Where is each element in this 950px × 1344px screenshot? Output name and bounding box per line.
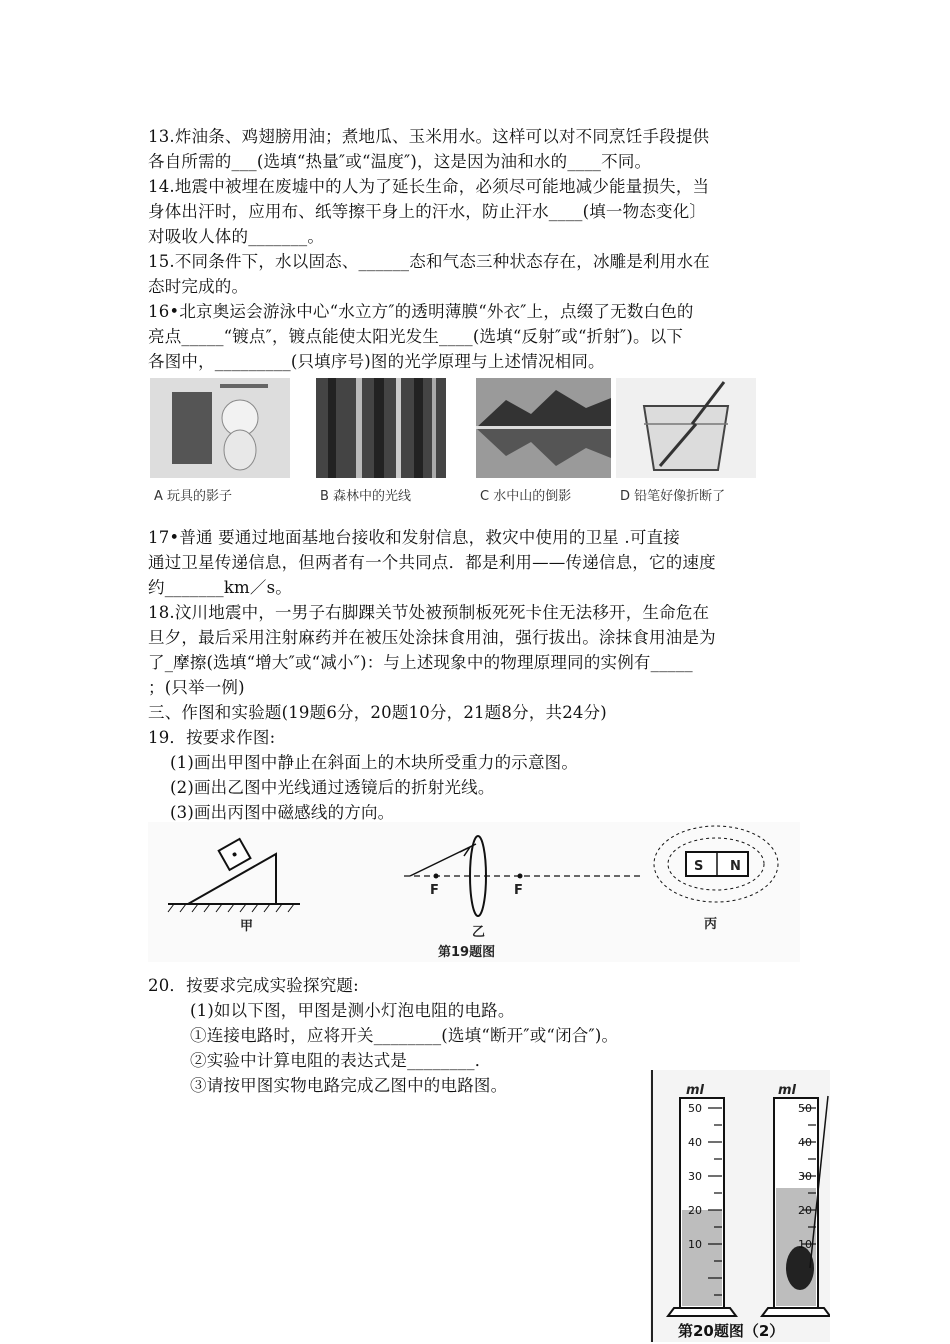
q20-step-2: ②实验中计算电阻的表达式是________． — [190, 1051, 492, 1070]
unit-label-right: ml — [778, 1083, 797, 1098]
q16-line-1: 16•北京奥运会游泳中心“水立方″的透明薄膜“外衣″上，点缀了无数白色的 — [148, 302, 694, 321]
q17-line-1: 17•普通 要通过地面基地台接收和发射信息，救灾中使用的卫星 .可直接 — [148, 528, 680, 547]
label-jia: 甲 — [240, 919, 254, 934]
q18-line-1: 18.汶川地震中，一男子右脚踝关节处被预制板死死卡住无法移开，生命危在 — [148, 603, 710, 622]
tick-right-50: 50 — [798, 1102, 812, 1115]
toy-shadow-image — [150, 378, 290, 478]
label-yi: 乙 — [472, 925, 486, 940]
figure-19-caption: 第19题图 — [438, 945, 496, 960]
photo-d — [616, 378, 756, 504]
figure-20-2 — [650, 1070, 830, 1342]
tick-right-30: 30 — [798, 1170, 812, 1183]
photo-a — [150, 378, 290, 504]
photo-b — [316, 378, 446, 504]
tick-left-20: 20 — [688, 1204, 702, 1217]
q19-item-3: (3)画出丙图中磁感线的方向。 — [170, 803, 395, 822]
photo-a-caption: A 玩具的影子 — [154, 489, 233, 504]
q15-line-1: 15.不同条件下，水以固态、______态和气态三种状态存在，冰雕是利用水在 — [148, 252, 710, 271]
photo-d-caption: D 铅笔好像折断了 — [620, 489, 726, 504]
q13-line-2: 各自所需的___(选填“热量″或“温度″)，这是因为油和水的____不同。 — [148, 152, 652, 171]
section-3-heading: 三、作图和实验题(19题6分，20题10分，21题8分，共24分) — [148, 703, 607, 722]
tick-right-20: 20 — [798, 1204, 812, 1217]
q17-line-3: 约_______km／s。 — [148, 578, 292, 597]
unit-label-left: ml — [686, 1083, 705, 1098]
q20-step-1: ①连接电路时，应将开关________(选填“断开″或“闭合″)。 — [190, 1026, 619, 1045]
mountain-reflection-image — [476, 378, 611, 478]
q15-line-2: 态时完成的。 — [148, 277, 249, 296]
q20-heading: 20．按要求完成实验探究题: — [148, 976, 359, 995]
q17-line-2: 通过卫星传递信息，但两者有一个共同点．都是利用——传递信息，它的速度 — [148, 553, 716, 572]
q16-line-3: 各图中，_________(只填序号)图的光学原理与上述情况相同。 — [148, 352, 605, 371]
label-bing: 丙 — [704, 917, 718, 932]
forest-light-image — [316, 378, 446, 478]
focus-left-label: F — [430, 883, 439, 898]
photo-c — [476, 378, 611, 504]
q14-line-3: 对吸收人体的_______。 — [148, 227, 325, 246]
tick-left-50: 50 — [688, 1102, 702, 1115]
q14-line-1: 14.地震中被埋在废墟中的人为了延长生命，必须尽可能地减少能量损失，当 — [148, 177, 710, 196]
q19-heading: 19．按要求作图: — [148, 728, 276, 747]
tick-left-30: 30 — [688, 1170, 702, 1183]
figure-20-caption: 第20题图（2） — [678, 1322, 785, 1340]
tick-right-10: 10 — [798, 1238, 812, 1251]
tick-left-40: 40 — [688, 1136, 702, 1149]
q14-line-2: 身体出汗时，应用布、纸等擦干身上的汗水，防止汗水____(填一物态变化〕 — [148, 202, 707, 221]
magnet-n-label: N — [730, 859, 741, 874]
figure-19 — [148, 822, 800, 962]
magnet-s-label: S — [694, 859, 704, 874]
tick-left-10: 10 — [688, 1238, 702, 1251]
focus-right-label: F — [514, 883, 523, 898]
pencil-in-glass-image — [616, 378, 756, 478]
q20-step-3: ③请按甲图实物电路完成乙图中的电路图。 — [190, 1076, 508, 1095]
photo-b-caption: B 森林中的光线 — [320, 489, 412, 504]
q13-line-1: 13.炸油条、鸡翅膀用油；煮地瓜、玉米用水。这样可以对不同烹饪手段提供 — [148, 127, 710, 146]
q19-item-1: (1)画出甲图中静止在斜面上的木块所受重力的示意图。 — [170, 753, 579, 772]
q19-item-2: (2)画出乙图中光线通过透镜后的折射光线。 — [170, 778, 495, 797]
q16-line-2: 亮点_____“镀点″，镀点能使太阳光发生____(选填“反射″或“折射″)。以下 — [148, 327, 684, 346]
q20-part-1: (1)如以下图，甲图是测小灯泡电阻的电路。 — [190, 1001, 515, 1020]
q18-line-2: 旦夕，最后采用注射麻药并在被压处涂抹食用油，强行拔出。涂抹食用油是为 — [148, 628, 716, 647]
q18-line-3: 了_摩擦(选填“增大″或“减小″)：与上述现象中的物理原理同的实例有_____ — [148, 653, 693, 672]
q18-line-4: ；(只举一例) — [148, 678, 245, 697]
photo-c-caption: C 水中山的倒影 — [480, 489, 572, 504]
tick-right-40: 40 — [798, 1136, 812, 1149]
